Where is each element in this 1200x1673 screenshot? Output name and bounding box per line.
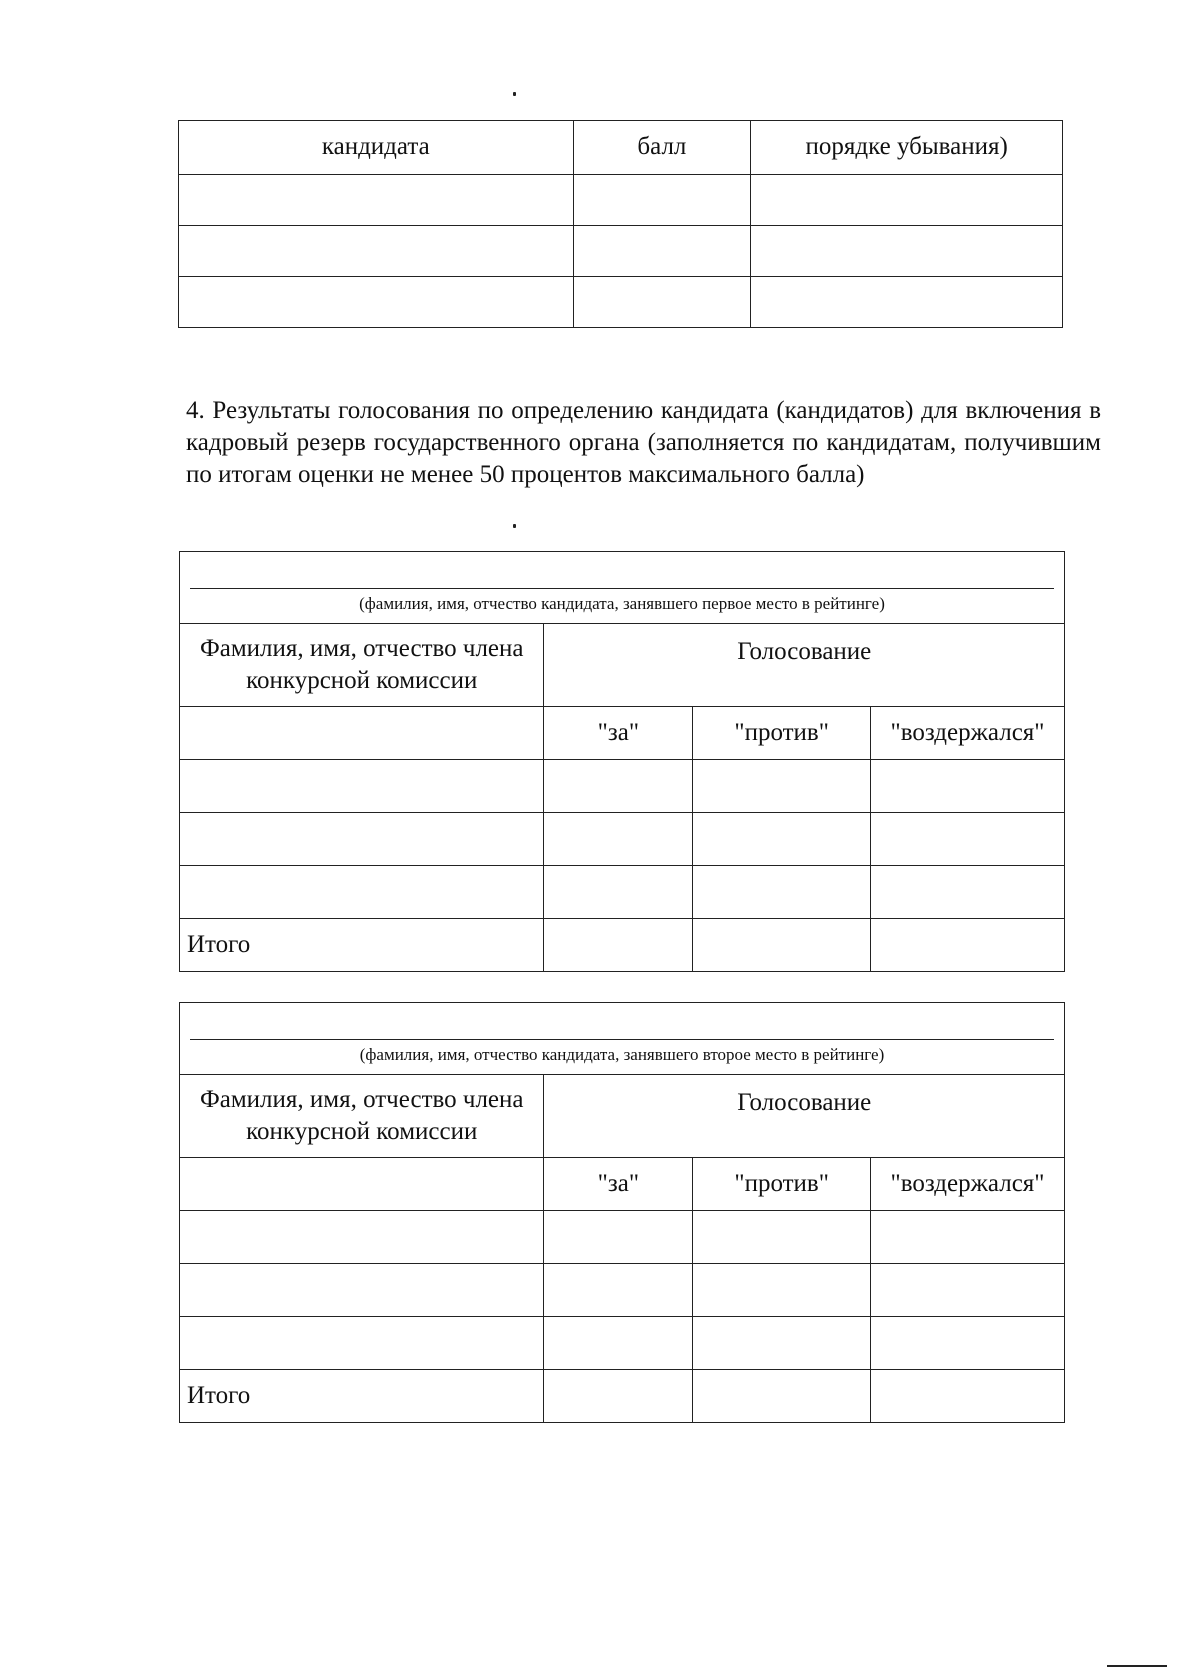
table-cell[interactable] bbox=[180, 760, 544, 813]
table-cell[interactable] bbox=[751, 175, 1063, 226]
vote-table-second-place bbox=[179, 1002, 1065, 1423]
table-cell[interactable] bbox=[544, 813, 693, 866]
header-candidate: кандидата bbox=[179, 121, 574, 175]
vote-option-abstain: "воздержался" bbox=[871, 1158, 1065, 1211]
table-cell[interactable] bbox=[871, 1370, 1065, 1423]
table-cell[interactable] bbox=[693, 1370, 871, 1423]
vote-option-against: "против" bbox=[693, 1158, 871, 1211]
member-header: Фамилия, имя, отчество члена конкурсной комиссии bbox=[180, 1075, 544, 1158]
vote-option-for: "за" bbox=[544, 1158, 693, 1211]
total-label: Итого bbox=[180, 1370, 544, 1423]
table-cell[interactable] bbox=[871, 813, 1065, 866]
candidate-name-field[interactable] bbox=[180, 1003, 1065, 1075]
table-cell[interactable] bbox=[180, 813, 544, 866]
candidate-caption: (фамилия, имя, отчество кандидата, занявшего второе место в рейтинге) bbox=[359, 1045, 885, 1064]
table-row bbox=[180, 1264, 1065, 1317]
section-4-text: 4. Результаты голосования по определению кандидата (кандидатов) для включения в кадровый резерв государственного органа (заполняется по кандидатам, получившим по итогам оценки не менее 50 процентов максимального балла) bbox=[186, 397, 1101, 488]
scan-speck bbox=[513, 524, 516, 528]
vote-option-abstain: "воздержался" bbox=[871, 707, 1065, 760]
table-row bbox=[180, 813, 1065, 866]
header-score: балл bbox=[573, 121, 751, 175]
table-row bbox=[179, 175, 1063, 226]
table-cell[interactable] bbox=[180, 1317, 544, 1370]
table-cell[interactable] bbox=[544, 866, 693, 919]
table-cell[interactable] bbox=[180, 866, 544, 919]
total-row bbox=[180, 919, 1065, 972]
table-cell[interactable] bbox=[180, 1264, 544, 1317]
candidate-name-line bbox=[190, 1039, 1054, 1040]
total-row bbox=[180, 1370, 1065, 1423]
table-cell[interactable] bbox=[180, 1211, 544, 1264]
table-cell[interactable] bbox=[871, 866, 1065, 919]
total-label: Итого bbox=[180, 919, 544, 972]
table-row bbox=[180, 760, 1065, 813]
table-row bbox=[180, 1317, 1065, 1370]
scan-speck bbox=[513, 92, 516, 96]
table-cell[interactable] bbox=[544, 1264, 693, 1317]
candidate-name-field[interactable] bbox=[180, 552, 1065, 624]
table-cell[interactable] bbox=[544, 760, 693, 813]
table-cell[interactable] bbox=[871, 1264, 1065, 1317]
member-header: Фамилия, имя, отчество члена конкурсной комиссии bbox=[180, 624, 544, 707]
table-cell[interactable] bbox=[573, 175, 751, 226]
vote-option-against: "против" bbox=[693, 707, 871, 760]
table-cell[interactable] bbox=[751, 226, 1063, 277]
table-cell[interactable] bbox=[180, 707, 544, 760]
table-cell[interactable] bbox=[693, 1264, 871, 1317]
table-cell[interactable] bbox=[693, 1317, 871, 1370]
table-cell[interactable] bbox=[573, 226, 751, 277]
voting-header: Голосование bbox=[544, 624, 1065, 707]
table-cell[interactable] bbox=[871, 760, 1065, 813]
vote-option-for: "за" bbox=[544, 707, 693, 760]
table-row bbox=[179, 226, 1063, 277]
table-cell[interactable] bbox=[544, 1370, 693, 1423]
table-cell[interactable] bbox=[180, 1158, 544, 1211]
table-cell[interactable] bbox=[693, 813, 871, 866]
table-cell[interactable] bbox=[693, 866, 871, 919]
table-cell[interactable] bbox=[693, 1211, 871, 1264]
table-row bbox=[179, 277, 1063, 328]
page-edge-line bbox=[1107, 1665, 1167, 1667]
table-cell[interactable] bbox=[544, 1211, 693, 1264]
candidate-name-line bbox=[190, 588, 1054, 589]
candidate-caption: (фамилия, имя, отчество кандидата, занявшего первое место в рейтинге) bbox=[359, 594, 885, 613]
vote-table-first-place bbox=[179, 551, 1065, 972]
table-cell[interactable] bbox=[179, 226, 574, 277]
table-cell[interactable] bbox=[693, 760, 871, 813]
table-cell[interactable] bbox=[544, 1317, 693, 1370]
rating-table bbox=[178, 120, 1063, 328]
table-cell[interactable] bbox=[693, 919, 871, 972]
voting-header: Голосование bbox=[544, 1075, 1065, 1158]
table-cell[interactable] bbox=[751, 277, 1063, 328]
table-cell[interactable] bbox=[871, 1317, 1065, 1370]
table-row bbox=[180, 1211, 1065, 1264]
table-cell[interactable] bbox=[179, 175, 574, 226]
table-cell[interactable] bbox=[544, 919, 693, 972]
header-order: порядке убывания) bbox=[751, 121, 1063, 175]
rating-table-header bbox=[179, 121, 1063, 175]
table-cell[interactable] bbox=[179, 277, 574, 328]
table-row bbox=[180, 866, 1065, 919]
table-cell[interactable] bbox=[871, 919, 1065, 972]
table-cell[interactable] bbox=[573, 277, 751, 328]
table-cell[interactable] bbox=[871, 1211, 1065, 1264]
